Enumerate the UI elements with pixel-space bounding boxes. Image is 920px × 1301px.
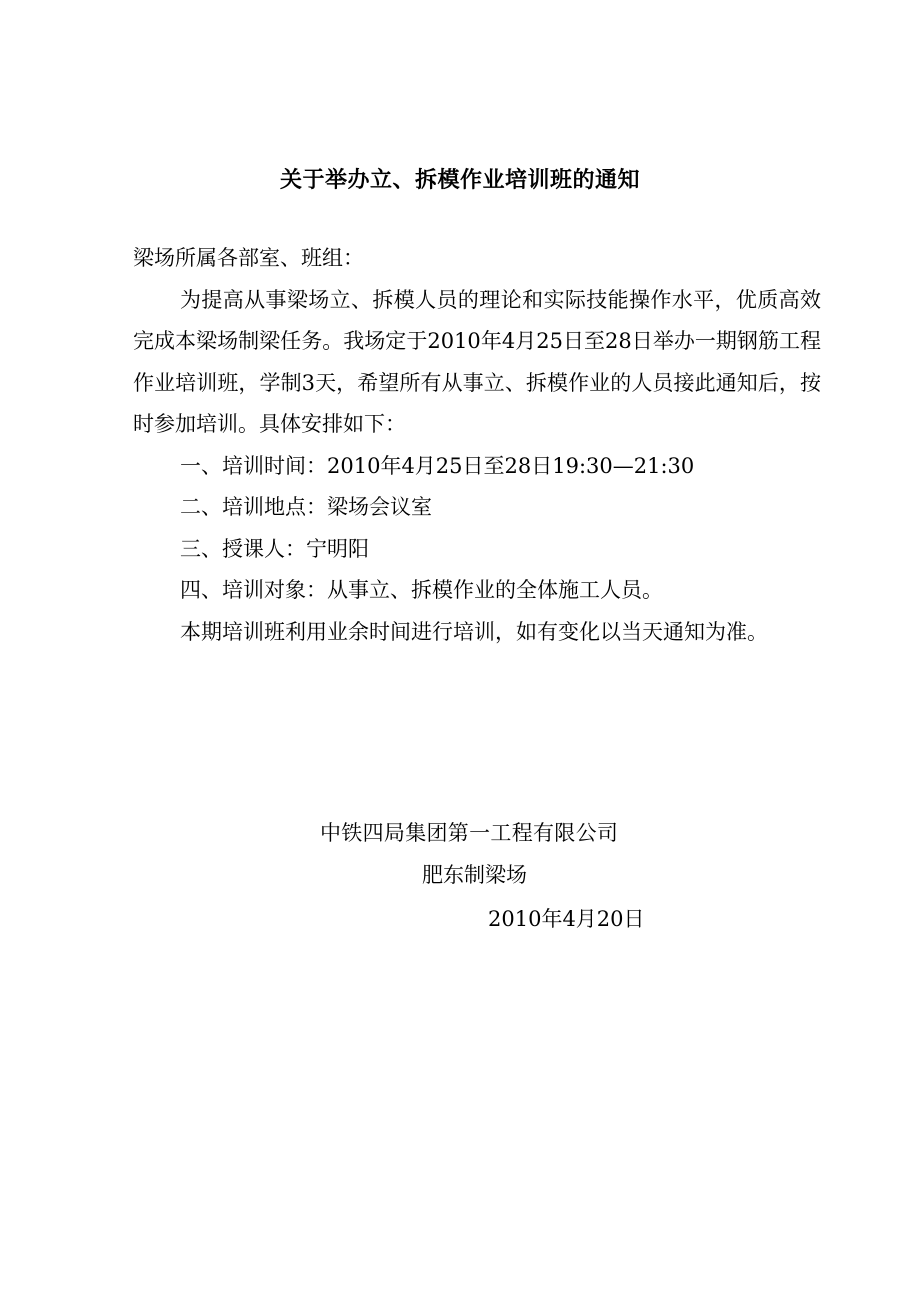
salutation: 梁场所属各部室、班组： (133, 246, 364, 270)
signature-date: 2010年4月20日 (488, 907, 645, 931)
item-training-time: 一、培训时间：2010年4月25日至28日19:30—21:30 (180, 453, 695, 478)
document-title: 关于举办立、拆模作业培训班的通知 (279, 168, 640, 193)
item-instructor: 三、授课人：宁明阳 (180, 536, 369, 561)
intro-paragraph: 为提高从事梁场立、拆模人员的理论和实际技能操作水平，优质高效完成本梁场制梁任务。我场定于2010年4月25日至28日举办一期钢筋工程作业培训班，学制3天，希望所有从事立、拆模作业的人员接此通知后，按时参加培训。具体安排如下： (133, 287, 821, 436)
signature-site: 肥东制梁场 (422, 863, 527, 887)
item-training-location: 二、培训地点：梁场会议室 (180, 495, 432, 519)
signature-organization: 中铁四局集团第一工程有限公司 (320, 821, 619, 845)
closing-note: 本期培训班利用业余时间进行培训，如有变化以当天通知为准。 (180, 619, 768, 644)
notice-body (133, 238, 848, 653)
item-training-target: 四、培训对象：从事立、拆模作业的全体施工人员。 (180, 578, 663, 602)
